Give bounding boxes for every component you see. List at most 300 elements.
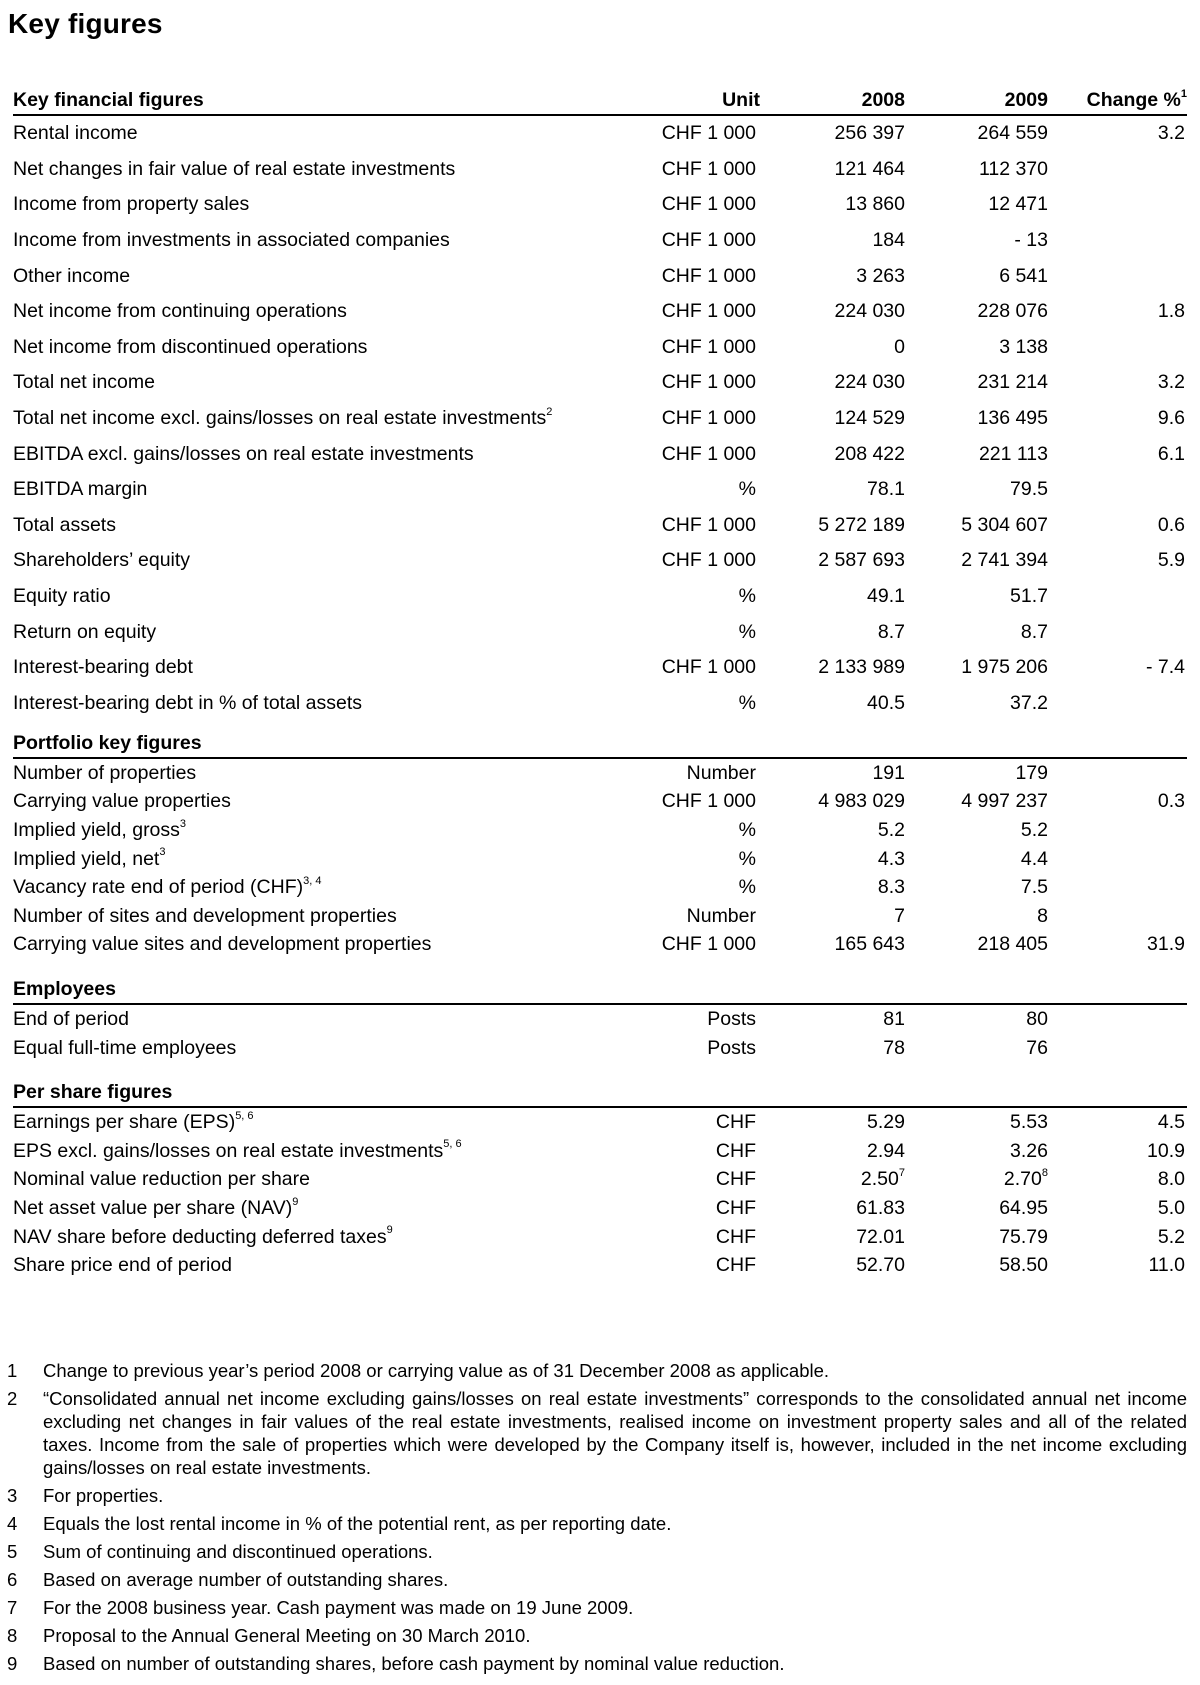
unit-cell: CHF <box>715 1254 756 1277</box>
row-label-cell <box>13 187 593 223</box>
value-2008-cell <box>760 365 905 401</box>
value-2009: 8 <box>1037 904 1048 927</box>
table-row <box>13 223 1187 259</box>
footnote-text: Based on average number of outstanding shares. <box>43 1569 449 1590</box>
footnote-number: 8 <box>7 1625 18 1646</box>
value-2009-cell <box>905 330 1048 366</box>
value-2008: 2 133 989 <box>818 656 905 679</box>
change-percent-cell: 5.0 <box>1157 1197 1185 1220</box>
value-2009-cell <box>905 401 1048 437</box>
value-2008: 5.2 <box>877 819 905 842</box>
footnote-item <box>7 1359 1187 1382</box>
value-2009: 218 405 <box>977 933 1048 956</box>
value-2008-cell <box>760 873 905 902</box>
value-2008-cell <box>760 686 905 722</box>
row-label: EPS excl. gains/losses on real estate investments <box>13 1139 444 1162</box>
row-label: Income from investments in associated companies <box>13 229 450 252</box>
footnote-number: 1 <box>7 1360 18 1381</box>
footnote-ref: 3 <box>179 817 187 830</box>
value-2008-cell <box>760 187 905 223</box>
unit-cell: Posts <box>707 1036 756 1059</box>
value-2009: 5 304 607 <box>961 513 1048 536</box>
value-2008: 5 272 189 <box>818 513 905 536</box>
row-label: Share price end of period <box>13 1254 232 1277</box>
unit-cell: CHF 1 000 <box>661 300 756 323</box>
change-percent-cell <box>1048 1034 1187 1063</box>
value-2008-cell <box>760 152 905 188</box>
row-label: Net changes in fair value of real estate investments <box>13 157 456 180</box>
year-2009-column-header: 2009 <box>905 88 1048 115</box>
value-2009-cell <box>905 902 1048 931</box>
table-row <box>13 1004 1187 1034</box>
footnote-text: “Consolidated annual net income excluding gains/losses on real estate investments” corresponds to the consolidated annual net income excluding net changes in fair values of the real estate investments, realised income on investment property sales and all of the related taxes. Income from the sale of properties which were developed by the Company itself is, however, included in the net income excluding gains/losses on real estate investments. <box>43 1388 1187 1478</box>
footnote-item <box>7 1540 1187 1563</box>
footnote-ref: 9 <box>292 1195 299 1208</box>
value-2008-cell <box>760 650 905 686</box>
unit-cell: CHF 1 000 <box>661 157 756 180</box>
value-2008: 13 860 <box>845 193 905 216</box>
header-filler <box>1048 977 1187 1004</box>
header-filler <box>760 1080 905 1107</box>
row-label: Carrying value properties <box>13 790 231 813</box>
per_share-section-title: Per share figures <box>13 1080 593 1107</box>
row-label: Earnings per share (EPS) <box>13 1111 236 1134</box>
table-row <box>13 258 1187 294</box>
value-2009: 264 559 <box>977 122 1048 145</box>
change-percent-cell: 10.9 <box>1147 1139 1185 1162</box>
value-2008: 184 <box>872 229 905 252</box>
value-2008-cell <box>760 579 905 615</box>
footnote-number: 4 <box>7 1513 18 1534</box>
footnote-ref: 5, 6 <box>235 1109 254 1122</box>
row-label: Vacancy rate end of period (CHF) <box>13 876 304 899</box>
table-row <box>13 436 1187 472</box>
value-2008-cell <box>760 614 905 650</box>
change-percent-cell <box>1048 330 1187 366</box>
value-2009: 75.79 <box>999 1225 1048 1248</box>
value-2009: 7.5 <box>1020 876 1048 899</box>
change-percent-cell <box>1048 152 1187 188</box>
header-filler <box>760 731 905 758</box>
table-row <box>13 365 1187 401</box>
header-filler <box>593 1080 760 1107</box>
row-label-cell <box>13 152 593 188</box>
value-2009-cell <box>905 758 1048 788</box>
change-percent-cell <box>1048 816 1187 845</box>
change-percent-cell: 5.2 <box>1157 1225 1185 1248</box>
row-label: Implied yield, net <box>13 847 160 870</box>
footnote-item <box>7 1624 1187 1647</box>
value-2009: 4.4 <box>1020 847 1048 870</box>
header-filler <box>1048 731 1187 758</box>
change-percent-cell: 4.5 <box>1157 1111 1185 1134</box>
value-2009: 3.26 <box>1010 1139 1048 1162</box>
unit-cell: % <box>738 819 756 842</box>
header-filler <box>593 731 760 758</box>
row-label-cell <box>13 543 593 579</box>
row-label-cell <box>13 508 593 544</box>
row-label: Total assets <box>13 513 116 536</box>
value-2009: - 13 <box>1014 229 1048 252</box>
value-2009-cell <box>905 845 1048 874</box>
value-2009-cell <box>905 543 1048 579</box>
row-label: End of period <box>13 1008 130 1031</box>
value-2008: 2.50 <box>860 1168 899 1191</box>
row-label-cell <box>13 1107 593 1137</box>
row-label-cell <box>13 1251 593 1280</box>
table-row <box>13 873 1187 902</box>
value-2009: 12 471 <box>988 193 1048 216</box>
value-2008: 7 <box>894 904 905 927</box>
value-2009-cell <box>905 650 1048 686</box>
unit-cell: CHF 1 000 <box>661 933 756 956</box>
value-2008-cell <box>760 1166 905 1195</box>
unit-cell: CHF <box>715 1139 756 1162</box>
value-2008-cell <box>760 788 905 817</box>
row-label-cell <box>13 758 593 788</box>
value-2008: 8.3 <box>877 876 905 899</box>
row-label-cell <box>13 650 593 686</box>
value-2009-cell <box>905 152 1048 188</box>
value-2009-cell <box>905 472 1048 508</box>
row-label-cell <box>13 115 593 152</box>
unit-cell: CHF 1 000 <box>661 371 756 394</box>
row-label: Net income from continuing operations <box>13 300 347 323</box>
table-row <box>13 845 1187 874</box>
footnote-number: 2 <box>7 1388 18 1409</box>
value-2008: 78.1 <box>867 478 905 501</box>
table-row <box>13 1194 1187 1223</box>
unit-cell: CHF 1 000 <box>661 122 756 145</box>
row-label: Interest-bearing debt in % of total assets <box>13 691 363 714</box>
change-percent-cell <box>1048 472 1187 508</box>
row-label-cell <box>13 472 593 508</box>
section-spacer <box>13 959 1187 977</box>
value-2009: 4 997 237 <box>961 790 1048 813</box>
footnote-text: Based on number of outstanding shares, before cash payment by nominal value reduction. <box>43 1653 785 1674</box>
value-2009-cell <box>905 931 1048 960</box>
row-label: Total net income excl. gains/losses on real estate investments <box>13 407 547 430</box>
value-2008: 2 587 693 <box>818 549 905 572</box>
unit-cell: CHF <box>715 1225 756 1248</box>
change-percent-cell: 11.0 <box>1148 1254 1185 1277</box>
footnote-number: 9 <box>7 1653 18 1674</box>
unit-cell: CHF 1 000 <box>661 790 756 813</box>
row-label: Net income from discontinued operations <box>13 335 368 358</box>
value-2009-cell <box>905 873 1048 902</box>
table-row <box>13 758 1187 788</box>
row-label-cell <box>13 1004 593 1034</box>
value-2008: 2.94 <box>867 1139 905 1162</box>
value-2009-cell <box>905 816 1048 845</box>
row-label: NAV share before deducting deferred taxes <box>13 1225 387 1248</box>
value-2008: 52.70 <box>856 1254 905 1277</box>
footnote-item <box>7 1512 1187 1535</box>
unit-cell: CHF <box>715 1168 756 1191</box>
row-label-cell <box>13 902 593 931</box>
row-label-cell <box>13 223 593 259</box>
table-row <box>13 543 1187 579</box>
value-2009-cell <box>905 1137 1048 1166</box>
footnotes <box>7 1359 1187 1680</box>
change-percent-cell: - 7.4 <box>1145 656 1185 679</box>
row-label: Shareholders’ equity <box>13 549 191 572</box>
financial-section-title: Key financial figures <box>13 88 593 115</box>
footnote-ref: 2 <box>546 405 553 418</box>
value-2009: 37.2 <box>1010 691 1048 714</box>
employees-section-title: Employees <box>13 977 593 1004</box>
value-2008-cell <box>760 1004 905 1034</box>
row-label: Return on equity <box>13 620 157 643</box>
footnote-number: 7 <box>7 1597 18 1618</box>
value-2009-cell <box>905 686 1048 722</box>
change-percent-cell: 1.8 <box>1157 300 1185 323</box>
unit-cell: % <box>738 620 756 643</box>
row-label-cell <box>13 258 593 294</box>
row-label: Total net income <box>13 371 155 394</box>
value-2008-cell <box>760 401 905 437</box>
value-2009-cell <box>905 115 1048 152</box>
row-label: Number of sites and development properties <box>13 904 397 927</box>
row-label: Interest-bearing debt <box>13 656 193 679</box>
value-2009: 136 495 <box>977 407 1048 430</box>
value-2008: 208 422 <box>834 442 905 465</box>
value-2009: 76 <box>1026 1036 1048 1059</box>
change-column-header <box>1048 88 1187 115</box>
value-2009-cell <box>905 579 1048 615</box>
value-2009: 221 113 <box>978 442 1048 465</box>
table-row <box>13 788 1187 817</box>
value-2008-cell <box>760 258 905 294</box>
footnote-text: For properties. <box>43 1485 164 1506</box>
unit-cell: CHF 1 000 <box>661 264 756 287</box>
value-2008-cell <box>760 1194 905 1223</box>
value-2009-cell <box>905 365 1048 401</box>
value-2008: 256 397 <box>834 122 905 145</box>
change-percent-cell: 3.2 <box>1157 122 1185 145</box>
row-label-cell <box>13 873 593 902</box>
row-label: Rental income <box>13 122 138 145</box>
footnote-item <box>7 1568 1187 1591</box>
table-row <box>13 650 1187 686</box>
row-label: Equity ratio <box>13 585 111 608</box>
unit-cell: CHF 1 000 <box>661 656 756 679</box>
value-2009: 5.2 <box>1020 819 1048 842</box>
unit-cell: % <box>738 847 756 870</box>
footnote-item <box>7 1652 1187 1675</box>
per_share-header-row <box>13 1080 1187 1107</box>
unit-cell: CHF 1 000 <box>661 407 756 430</box>
row-label-cell <box>13 788 593 817</box>
header-filler <box>1048 1080 1187 1107</box>
value-2009: 3 138 <box>999 335 1048 358</box>
value-2008-cell <box>760 330 905 366</box>
change-percent-cell <box>1048 187 1187 223</box>
unit-cell: CHF 1 000 <box>661 229 756 252</box>
change-percent-cell: 6.1 <box>1157 442 1185 465</box>
value-2008-cell <box>760 543 905 579</box>
value-2008: 165 643 <box>834 933 905 956</box>
value-2008-cell <box>760 1251 905 1280</box>
row-label-cell <box>13 686 593 722</box>
header-filler <box>593 977 760 1004</box>
value-2009: 231 214 <box>977 371 1048 394</box>
table-row <box>13 294 1187 330</box>
row-label: Other income <box>13 264 131 287</box>
change-percent-cell <box>1048 1004 1187 1034</box>
spacer-cell <box>13 721 1187 731</box>
value-2008-cell <box>760 758 905 788</box>
row-label-cell <box>13 614 593 650</box>
table-row <box>13 1251 1187 1280</box>
footnote-ref: 7 <box>898 1166 905 1179</box>
row-label-cell <box>13 294 593 330</box>
unit-cell: % <box>738 585 756 608</box>
unit-cell: CHF 1 000 <box>661 193 756 216</box>
header-filler <box>905 1080 1048 1107</box>
portfolio-header-row <box>13 731 1187 758</box>
change-percent-cell <box>1048 258 1187 294</box>
key-figures-table <box>13 88 1187 1280</box>
value-2008-cell <box>760 1107 905 1137</box>
unit-cell: CHF <box>715 1111 756 1134</box>
row-label-cell <box>13 931 593 960</box>
change-percent-cell: 0.3 <box>1157 790 1185 813</box>
table-row <box>13 1223 1187 1252</box>
row-label-cell <box>13 365 593 401</box>
footnote-number: 3 <box>7 1485 18 1506</box>
row-label: Nominal value reduction per share <box>13 1168 310 1191</box>
value-2009-cell <box>905 294 1048 330</box>
table-row <box>13 330 1187 366</box>
change-percent-cell <box>1048 223 1187 259</box>
employees-header-row <box>13 977 1187 1004</box>
value-2008: 3 263 <box>856 264 905 287</box>
value-2009-cell <box>905 187 1048 223</box>
portfolio-section-title: Portfolio key figures <box>13 731 593 758</box>
table-row <box>13 614 1187 650</box>
change-percent-cell <box>1048 873 1187 902</box>
row-label: Carrying value sites and development properties <box>13 933 432 956</box>
value-2009: 112 370 <box>978 157 1048 180</box>
value-2009: 5.53 <box>1010 1111 1048 1134</box>
change-percent-cell: 5.9 <box>1157 549 1185 572</box>
value-2009-cell <box>905 223 1048 259</box>
key-figures-tables <box>13 88 1187 1280</box>
change-percent-cell: 31.9 <box>1147 933 1185 956</box>
row-label: Equal full-time employees <box>13 1036 237 1059</box>
value-2008: 61.83 <box>856 1197 905 1220</box>
table-row <box>13 686 1187 722</box>
table-row <box>13 115 1187 152</box>
footnote-item <box>7 1484 1187 1507</box>
value-2008-cell <box>760 508 905 544</box>
row-label: Number of properties <box>13 761 197 784</box>
value-2009: 1 975 206 <box>961 656 1048 679</box>
unit-cell: Number <box>686 904 756 927</box>
financial-header-row <box>13 88 1187 115</box>
value-2009-cell <box>905 1166 1048 1195</box>
unit-cell: CHF 1 000 <box>661 549 756 572</box>
section-spacer <box>13 721 1187 731</box>
value-2008: 78 <box>883 1036 905 1059</box>
table-row <box>13 1137 1187 1166</box>
change-percent-cell: 0.6 <box>1157 513 1185 536</box>
value-2009: 8.7 <box>1020 620 1048 643</box>
value-2008: 72.01 <box>856 1225 905 1248</box>
unit-cell: CHF 1 000 <box>661 513 756 536</box>
value-2008: 0 <box>894 335 905 358</box>
change-percent-cell <box>1048 845 1187 874</box>
value-2008-cell <box>760 902 905 931</box>
row-label-cell <box>13 1223 593 1252</box>
value-2009: 58.50 <box>999 1254 1048 1277</box>
value-2009-cell <box>905 614 1048 650</box>
value-2009-cell <box>905 1194 1048 1223</box>
table-row <box>13 508 1187 544</box>
value-2009: 64.95 <box>999 1197 1048 1220</box>
value-2009: 80 <box>1026 1008 1048 1031</box>
unit-cell: CHF <box>715 1197 756 1220</box>
row-label-cell <box>13 1194 593 1223</box>
table-row <box>13 401 1187 437</box>
row-label: Implied yield, gross <box>13 819 180 842</box>
table-row <box>13 152 1187 188</box>
unit-cell: CHF 1 000 <box>661 442 756 465</box>
footnote-ref: 1 <box>1180 87 1187 100</box>
table-row <box>13 902 1187 931</box>
unit-cell: % <box>738 876 756 899</box>
value-2008: 224 030 <box>834 371 905 394</box>
value-2008-cell <box>760 1034 905 1063</box>
value-2008-cell <box>760 294 905 330</box>
value-2009: 2 741 394 <box>961 549 1048 572</box>
table-row <box>13 579 1187 615</box>
section-spacer <box>13 1062 1187 1080</box>
table-row <box>13 1166 1187 1195</box>
value-2008-cell <box>760 845 905 874</box>
table-row <box>13 931 1187 960</box>
value-2008-cell <box>760 816 905 845</box>
unit-cell: CHF 1 000 <box>661 335 756 358</box>
footnote-ref: 5, 6 <box>443 1138 462 1151</box>
row-label: Net asset value per share (NAV) <box>13 1197 293 1220</box>
footnote-text: Equals the lost rental income in % of the potential rent, as per reporting date. <box>43 1513 672 1534</box>
row-label: Income from property sales <box>13 193 250 216</box>
header-filler <box>760 977 905 1004</box>
key-figures-body <box>13 88 1187 1280</box>
unit-column-header: Unit <box>593 88 760 115</box>
value-2009-cell <box>905 1034 1048 1063</box>
value-2009: 51.7 <box>1010 585 1048 608</box>
value-2008-cell <box>760 472 905 508</box>
footnote-text: Change to previous year’s period 2008 or carrying value as of 31 December 2008 as applicable. <box>43 1360 830 1381</box>
page-title: Key figures <box>8 8 163 39</box>
value-2008-cell <box>760 1223 905 1252</box>
unit-cell: Posts <box>707 1008 756 1031</box>
row-label-cell <box>13 1166 593 1195</box>
change-percent-cell <box>1048 614 1187 650</box>
value-2008-cell <box>760 223 905 259</box>
value-2008-cell <box>760 1137 905 1166</box>
footnote-number: 6 <box>7 1569 18 1590</box>
value-2008-cell <box>760 436 905 472</box>
change-column-label: Change % <box>1086 89 1181 111</box>
change-percent-cell: 8.0 <box>1157 1168 1185 1191</box>
value-2008: 5.29 <box>867 1111 905 1134</box>
footnote-ref: 8 <box>1041 1166 1048 1179</box>
value-2008-cell <box>760 931 905 960</box>
